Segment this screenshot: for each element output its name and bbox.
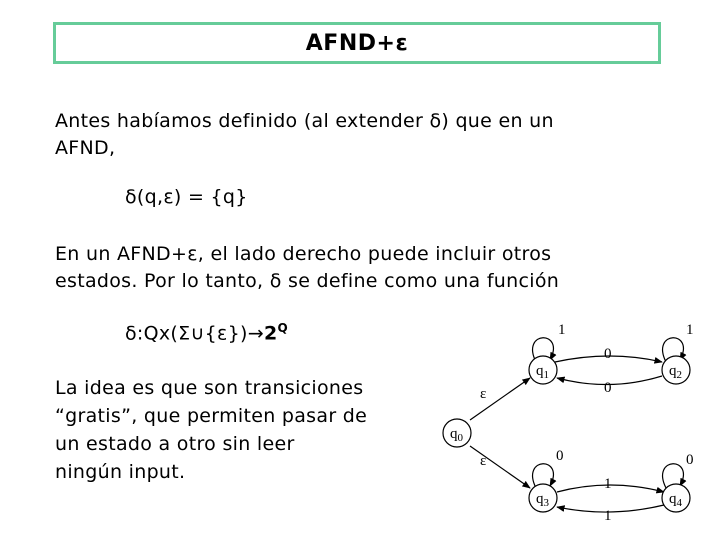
slide-title: AFND+ε xyxy=(305,30,409,56)
edge-q0-q1 xyxy=(470,378,530,420)
label-q0-q3: ε xyxy=(480,453,487,469)
state-q2 xyxy=(662,356,690,384)
label-q3-q4-bottom: 1 xyxy=(604,508,612,524)
explanation-line-2: “gratis”, que permiten pasar de xyxy=(55,405,368,427)
epsilon-formula: δ(q,ε) = {q} xyxy=(125,186,248,208)
powerset-base: 2 xyxy=(263,322,278,345)
svg-text:q4: $q_4$ xyxy=(669,491,682,509)
label-q3-q4-top: 1 xyxy=(604,476,612,492)
explanation-line-4: ningún input. xyxy=(55,461,186,483)
svg-text:q0: $q_0$ xyxy=(450,426,463,444)
intro-line-1: Antes habíamos definido (al extender δ) que en un xyxy=(55,110,554,132)
label-loop-q4: 0 xyxy=(686,452,694,468)
label-loop-q2: 1 xyxy=(686,322,694,338)
state-q3 xyxy=(529,484,557,512)
explanation-line-1: La idea es que son transiciones xyxy=(55,377,364,399)
label-loop-q3: 0 xyxy=(556,448,564,464)
transition-function-text: δ:Qx(Σ∪{ε})→ xyxy=(125,322,264,345)
definition-line-2: estados. Por lo tanto, δ se define como una función xyxy=(55,270,560,292)
powerset-exponent: Q xyxy=(277,321,288,335)
state-q1 xyxy=(529,356,557,384)
label-q0-q1: ε xyxy=(480,386,487,402)
svg-text:q2: $q_2$ xyxy=(669,363,682,381)
label-loop-q1: 1 xyxy=(558,322,566,338)
explanation-line-3: un estado a otro sin leer xyxy=(55,433,295,455)
label-q1-q2-bottom: 0 xyxy=(604,380,612,396)
intro-line-2: AFND, xyxy=(55,137,116,159)
state-q4 xyxy=(662,484,690,512)
svg-text:q1: $q_1$ xyxy=(536,363,549,381)
state-q0 xyxy=(443,419,471,447)
definition-line-1: En un AFND+ε, el lado derecho puede incluir otros xyxy=(55,243,552,265)
svg-text:q3: $q_3$ xyxy=(536,491,549,509)
edge-q0-q3 xyxy=(470,446,530,488)
label-q1-q2-top: 0 xyxy=(604,346,612,362)
